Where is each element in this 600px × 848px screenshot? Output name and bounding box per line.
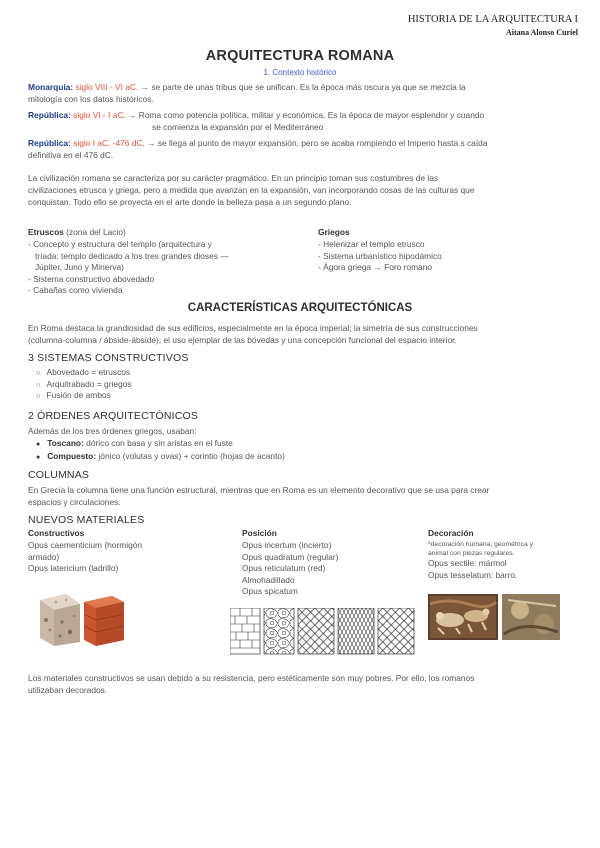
- list-item: ○ Abovedado = etruscos: [36, 367, 132, 379]
- period-text: se llega al punto de mayor expansión, pero se acaba rompiendo el Imperio hasta s caída: [157, 138, 488, 148]
- list-item: Opus tesselatum: barro.: [428, 569, 518, 580]
- list-item: - Sistema constructivo abovedado: [28, 273, 155, 284]
- paragraph-line: Los materiales constructivos se usan debido a su resistencia, pero estéticamente son muy pobres. Por ello, los romanos: [28, 673, 475, 683]
- list-item: Almohadillado: [242, 574, 295, 585]
- period-text: Roma como potencia política, militar y económica. Es la época de mayor esplendor y cuando: [138, 110, 485, 120]
- decoracion-note: *decoración humana, geométrica y: [428, 541, 534, 548]
- intro-line: La civilización romana se caracteriza por su carácter pragmático. En un principio toman sus costumbres de las: [28, 173, 439, 183]
- paragraph-line: En Grecia la columna tiene una función estructural, mientras que en Roma es un elemento decorativo que se usa para crear: [28, 485, 490, 495]
- paragraph-line: espacios y circulaciones.: [28, 497, 121, 507]
- period-republica: [28, 109, 576, 133]
- period-monarquia: [28, 81, 576, 105]
- period-text-cont: se comienza la expansión por el Mediterráneo: [152, 122, 324, 132]
- intro-line: civilizaciones etrusca y griega, pero a medida que avanzan en la expansión, van incorporando cosas de las culturas que: [28, 185, 475, 195]
- order-text: dórico con basa y sin aristas en el fuste: [83, 438, 233, 448]
- list-item: [36, 451, 285, 464]
- list-item: Opus sectile: mármol: [428, 558, 507, 568]
- author-name: Aitana Alonso Curiel: [505, 28, 578, 37]
- list-item: armado): [28, 551, 60, 562]
- intro-line: conquistan. Todo ello se proyecta en el arte donde la belleza pasa a un segundo plano.: [28, 197, 352, 207]
- mosaic-images: [428, 594, 560, 640]
- period-dates: siglo VI - I aC.: [73, 110, 126, 120]
- intro-paragraph: [28, 172, 576, 208]
- period-dates: siglo VIII - VI aC.: [75, 82, 139, 92]
- ordenes-intro: Además de los tres órdenes griegos, usaban:: [28, 426, 197, 436]
- list-item: - Ágora griega → Foro romano: [318, 262, 433, 272]
- columnas-paragraph: [28, 484, 576, 508]
- order-name: Compuesto:: [47, 450, 97, 461]
- list-item: - Sistema urbanístico hipodámico: [318, 250, 442, 261]
- period-dates: siglo I aC. -476 dC.: [73, 138, 145, 148]
- list-item: - Cabañas como vivienda: [28, 285, 123, 295]
- list-item: Opus incertum (incierto): [242, 540, 332, 550]
- list-item: Opus latericium (ladrillo): [28, 563, 119, 573]
- period-label: República:: [28, 110, 71, 120]
- period-text-cont: definitiva en el 476 dC.: [28, 150, 114, 160]
- list-item: [36, 438, 285, 451]
- columnas-heading: COLUMNAS: [28, 469, 90, 481]
- concrete-and-brick-image: [36, 590, 126, 646]
- etruscos-note: (zona del Lacio): [63, 227, 126, 237]
- closing-paragraph: [28, 672, 576, 696]
- ordenes-list: [36, 438, 285, 463]
- list-item: Opus spicatum: [242, 586, 298, 596]
- arrow-icon: →: [128, 110, 137, 120]
- order-name: Toscano:: [47, 438, 84, 448]
- section-contexto-historico: 1. Contexto histórico: [263, 68, 337, 77]
- paragraph-line: (columna-columna / ábside-ábside); el uso ejemplar de las bóvedas y una concepción funcional del espacio interior.: [28, 335, 457, 345]
- caracteristicas-paragraph: [28, 322, 576, 346]
- posicion-heading: Posición: [242, 528, 277, 538]
- constructivos-heading: Constructivos: [28, 528, 85, 538]
- list-item: - Helenizar el templo etrusco: [318, 239, 425, 249]
- decoracion-column: [428, 528, 578, 581]
- materiales-heading: NUEVOS MATERIALES: [28, 514, 145, 526]
- list-item: - Concepto y estructura del templo (arquitectura y: [28, 239, 212, 249]
- arrow-icon: →: [147, 138, 156, 148]
- decoracion-heading: Decoración: [428, 528, 474, 538]
- list-item: ○ Fusión de ambos: [36, 390, 132, 402]
- posicion-column: [242, 528, 412, 598]
- page-title: ARQUITECTURA ROMANA: [205, 48, 395, 64]
- sistemas-heading: 3 SISTEMAS CONSTRUCTIVOS: [28, 352, 189, 364]
- griegos-heading: Griegos: [318, 227, 350, 237]
- course-header: HISTORIA DE LA ARQUITECTURA I: [407, 14, 578, 25]
- order-text: jónico (volutas y ovas) + corintio (hojas de acanto): [96, 450, 285, 461]
- list-item: Opus quadratum (regular): [242, 551, 339, 562]
- decoracion-note: animal con piezas regulares.: [428, 550, 515, 557]
- period-label: República:: [28, 138, 71, 148]
- list-item: Opus caementicium (hormigón: [28, 540, 143, 550]
- paragraph-line: utilizaban decorados.: [28, 685, 108, 695]
- ordenes-heading: 2 ÓRDENES ARQUITECTÓNICOS: [28, 410, 199, 422]
- constructivos-column: [28, 528, 228, 575]
- list-item: tríada: templo dedicado a los tres grandes dioses —: [28, 250, 229, 261]
- paragraph-line: En Roma destaca la grandiosidad de sus edificios, especialmente en la época imperial; la simetría de sus construcciones: [28, 323, 478, 333]
- list-item: Júpiter, Juno y Minerva): [28, 262, 124, 272]
- period-label: Monarquía:: [28, 82, 74, 92]
- sistemas-list: [36, 367, 132, 402]
- period-text: se parte de unas tribus que se unifican. Es la época más oscura ya que se mezcla la: [151, 82, 466, 92]
- etruscos-column: [28, 226, 288, 297]
- griegos-column: [318, 226, 558, 274]
- caracteristicas-heading: CARACTERÍSTICAS ARQUITECTÓNICAS: [187, 302, 413, 314]
- period-imperio: [28, 137, 576, 161]
- period-text-cont: mitología con los datos históricos.: [28, 94, 154, 104]
- etruscos-heading: Etruscos: [28, 227, 64, 237]
- arrow-icon: →: [140, 82, 150, 92]
- opus-patterns-diagram: [230, 608, 416, 656]
- list-item: Opus reticulatum (red): [242, 563, 326, 573]
- list-item: ○ Arquitrabado = griegos: [36, 379, 132, 391]
